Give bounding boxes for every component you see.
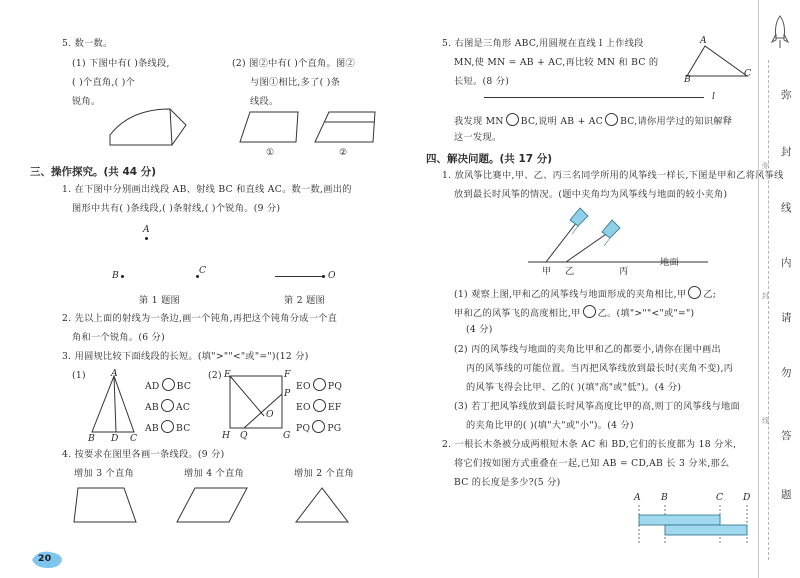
gutter-char-2: 封 — [781, 146, 792, 158]
compare-circle[interactable] — [506, 113, 519, 126]
compare-circle[interactable] — [688, 286, 701, 299]
point-A — [145, 237, 148, 240]
q5-part1-line2: ( )个直角,( )个 — [72, 77, 136, 88]
q4-label-c: 增加 2 个直角 — [294, 468, 355, 479]
point-B-label: B — [112, 270, 120, 281]
gutter-small-2: 封 — [762, 292, 770, 300]
stick-label-A: A — [634, 492, 641, 503]
s4-q1-line2: 放到最长时风筝的情况。(题中夹角均为风筝线与地面的较小夹角) — [454, 189, 728, 200]
line-l[interactable] — [484, 97, 704, 98]
tri-label-D: D — [111, 433, 119, 444]
gutter-char-6: 勿 — [781, 367, 792, 379]
sq-label-H: H — [222, 430, 231, 441]
q4-triangle[interactable] — [292, 484, 352, 526]
stick-AC — [639, 515, 720, 525]
q4-parallelogram[interactable] — [175, 484, 250, 526]
compare-circle[interactable] — [605, 113, 618, 126]
gutter-char-4: 内 — [781, 257, 792, 269]
cmp2-row2: EO EF — [296, 399, 342, 414]
cmp1-row1: AD BC — [145, 378, 191, 393]
s3-q2-line2: 角和一个锐角。(6 分) — [72, 332, 166, 343]
sq-label-G: G — [283, 430, 291, 441]
overlapping-sticks-diagram — [630, 505, 755, 545]
s4-sub1-line1: (1) 观察上图,甲和乙的风筝线与地面形成的夹角相比,甲 乙; — [454, 286, 716, 301]
q5-part1-line3: 锐角。 — [72, 96, 101, 107]
r-tri-A: A — [700, 35, 707, 46]
trapezoid-figure-2 — [313, 108, 383, 146]
q5-part2-line1: (2) 图②中有( )个直角。图② — [232, 58, 355, 69]
stick-label-D: D — [743, 492, 751, 503]
cmp2-row3: PQ PG — [296, 420, 341, 435]
s4-sub2-line1: (2) 丙的风筝线与地面的夹角比甲和乙的都要小,请你在图中画出 — [454, 344, 722, 355]
sq-label-P: P — [284, 388, 291, 399]
point-C — [196, 275, 199, 278]
trapezoid-figure-1 — [238, 108, 308, 146]
gutter-small-1: 弥 — [762, 162, 770, 170]
gutter-char-7: 答 — [781, 430, 792, 442]
compare-circle[interactable] — [161, 420, 174, 433]
r-q5-line2: MN,使 MN = AB + AC,再比较 MN 和 BC 的 — [454, 57, 659, 68]
r-tri-C: C — [744, 68, 752, 79]
fig1-caption: 第 1 题图 — [139, 295, 181, 306]
compare-circle[interactable] — [161, 399, 174, 412]
cut-line — [768, 60, 770, 560]
q5-part2-line2: 与图①相比,多了( )条 — [250, 77, 341, 88]
rocket-icon — [768, 14, 792, 54]
section-4-heading: 四、解决问题。(共 17 分) — [426, 153, 553, 165]
cmp1-row2: AB AC — [145, 399, 190, 414]
point-O-label: O — [328, 270, 336, 281]
cmp2-row1: EO PQ — [296, 378, 342, 393]
section-3-heading: 三、操作探究。(共 44 分) — [30, 166, 157, 178]
compare-circle[interactable] — [312, 420, 325, 433]
page-number: 20 — [38, 553, 52, 564]
compare-circle[interactable] — [313, 399, 326, 412]
label-ground: 地面 — [660, 257, 679, 268]
s3-q1-line2: 图形中共有( )条线段,( )条射线,( )个锐角。(9 分) — [72, 203, 281, 214]
gutter-char-3: 线 — [781, 202, 792, 214]
s4-q2-line2: 将它们按如图方式重叠在一起,已知 AB = CD,AB 长 3 分米,那么 — [454, 458, 730, 469]
sq-label-O: O — [266, 409, 274, 420]
gutter-char-5: 请 — [781, 312, 792, 324]
ray-line — [275, 276, 323, 277]
s3-q4-line1: 4. 按要求在图里各画一条线段。(9 分) — [62, 449, 225, 460]
compare-circle[interactable] — [583, 305, 596, 318]
r-tri-B: B — [684, 74, 692, 85]
point-B — [121, 275, 124, 278]
label-jia: 甲 — [542, 266, 552, 277]
point-C-label: C — [199, 265, 207, 276]
square-EFGH-figure — [224, 370, 290, 438]
s4-q2-line3: BC 的长度是多少?(5 分) — [454, 477, 561, 488]
s3-q3-line1: 3. 用圆规比较下面线段的长短。(填">""<"或"=")(12 分) — [62, 351, 309, 362]
kite-icon-yi — [602, 220, 620, 246]
s4-sub3-line1: (3) 若丁把风筝线放到最长时风筝高度比甲的高,则丁的风筝线与地面 — [454, 401, 741, 412]
binding-gutter — [758, 0, 800, 578]
compare-circle[interactable] — [162, 378, 175, 391]
sq-label-F: F — [284, 369, 291, 380]
s4-sub1-line3: (4 分) — [466, 324, 493, 335]
r-q5-line1: 5. 右图是三角形 ABC,用圆规在直线 l 上作线段 — [442, 38, 644, 49]
stick-label-C: C — [716, 492, 724, 503]
label-bing: 丙 — [619, 266, 629, 277]
s4-sub3-line2: 的夹角比甲的( )(填"大"或"小")。(4 分) — [466, 420, 634, 431]
gutter-small-3: 线 — [762, 417, 770, 425]
q4-label-a: 增加 3 个直角 — [74, 468, 135, 479]
s3-q2-line1: 2. 先以上面的射线为一条边,画一个钝角,再把这个钝角分成一个直 — [62, 313, 338, 324]
gutter-char-8: 题 — [781, 489, 792, 501]
r-q5-line3: 长短。(8 分) — [454, 76, 510, 87]
gutter-char-1: 弥 — [781, 89, 792, 101]
kite-icon-jia — [570, 208, 588, 234]
s4-q1-line1: 1. 放风筝比赛中,甲、乙、丙三名同学所用的风筝线一样长,下图是甲和乙将风筝线 — [442, 170, 784, 181]
s4-q2-line1: 2. 一根长木条被分成两根短木条 AC 和 BD,它们的长度都为 18 分米, — [442, 439, 737, 450]
r-q5-finding-line2: 这一发现。 — [454, 132, 502, 143]
q5-part2-line3: 线段。 — [250, 96, 279, 107]
sq-label-E: E — [224, 369, 232, 380]
r-q5-finding: 我发现 MN BC,说明 AB + AC BC,请你用学过的知识解释 — [454, 113, 732, 128]
fig2-caption: 第 2 题图 — [284, 295, 326, 306]
q3-part1-label: (1) — [72, 370, 86, 381]
tri-label-B: B — [88, 433, 96, 444]
tri-label-C: C — [130, 433, 138, 444]
label-yi: 乙 — [565, 266, 575, 277]
point-A-label: A — [143, 224, 150, 235]
s4-sub2-line2: 丙的风筝线的可能位置。当丙把风筝线放到最长时(夹角不变),丙 — [466, 363, 734, 374]
s4-sub1-line2: 甲和乙的风筝飞的高度相比,甲 乙。(填">""<"或"=") — [454, 305, 694, 320]
q5-part1-line1: (1) 下图中有( )条线段, — [72, 58, 170, 69]
compare-circle[interactable] — [313, 378, 326, 391]
stick-label-B: B — [661, 492, 669, 503]
tri-label-A: A — [111, 368, 118, 379]
sq-label-Q: Q — [240, 430, 248, 441]
figure-1-label: ① — [266, 147, 275, 158]
q4-trapezoid[interactable] — [72, 484, 142, 526]
s4-sub2-line3: 的风筝飞得会比甲、乙的( )(填"高"或"低")。(4 分) — [466, 382, 682, 393]
q5-title: 5. 数一数。 — [62, 38, 113, 49]
line-l-label: l — [712, 91, 716, 102]
cmp1-row3: AB BC — [145, 420, 191, 435]
s3-q1-line1: 1. 在下图中分别画出线段 AB、射线 BC 和直线 AC。数一数,画出的 — [62, 184, 352, 195]
fan-figure — [100, 105, 195, 150]
point-O — [322, 275, 325, 278]
stick-BD — [665, 525, 747, 535]
figure-2-label: ② — [339, 147, 348, 158]
q4-label-b: 增加 4 个直角 — [184, 468, 245, 479]
q3-part2-label: (2) — [208, 370, 222, 381]
